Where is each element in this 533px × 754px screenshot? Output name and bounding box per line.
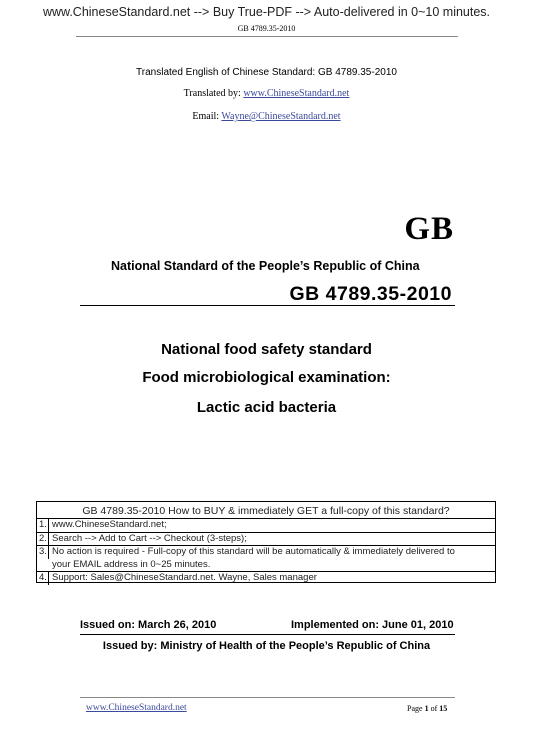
step-number: 3. <box>37 546 49 559</box>
implemented-on-date: Implemented on: June 01, 2010 <box>291 619 454 631</box>
translator-website-link[interactable]: www.ChineseStandard.net <box>243 88 350 99</box>
step-number: 1. <box>37 519 49 532</box>
gb-logo: GB <box>404 211 454 247</box>
step-text: www.ChineseStandard.net; <box>52 519 167 530</box>
page-number <box>407 704 447 713</box>
page-current: 1 <box>424 704 429 713</box>
standard-number: GB 4789.35-2010 <box>289 283 452 305</box>
national-standard-label: National Standard of the People’s Republic of China <box>111 259 420 273</box>
issued-by: Issued by: Ministry of Health of the People’s Republic of China <box>102 640 431 652</box>
step-text: Support: Sales@ChineseStandard.net. Wayne, Sales manager <box>52 572 317 583</box>
purchase-info-box <box>36 501 496 583</box>
email-label: Email: <box>192 111 222 122</box>
email-link[interactable]: Wayne@ChineseStandard.net <box>221 111 341 122</box>
step-text-line: No action is required - Full-copy of this standard will be automatically & immediately delivered to <box>52 546 455 557</box>
title-divider <box>80 305 455 306</box>
purchase-step <box>37 572 495 585</box>
step-text-line: your EMAIL address in 0~25 minutes. <box>52 558 211 570</box>
document-title-line1: National food safety standard <box>161 341 372 358</box>
purchase-step <box>37 533 495 546</box>
footer-divider <box>80 697 455 698</box>
document-title-line3: Lactic acid bacteria <box>196 399 337 416</box>
promo-banner: www.ChineseStandard.net --> Buy True-PDF --> Auto-delivered in 0~10 minutes. <box>42 5 491 19</box>
issued-on-date: Issued on: March 26, 2010 <box>80 619 217 631</box>
purchase-step <box>37 546 495 571</box>
header-divider <box>76 36 458 37</box>
footer-website-link[interactable]: www.ChineseStandard.net <box>86 703 187 713</box>
header-standard-code: GB 4789.35-2010 <box>237 24 296 33</box>
purchase-step <box>37 519 495 532</box>
purchase-heading: GB 4789.35-2010 How to BUY & immediately GET a full-copy of this standard? <box>82 505 450 517</box>
step-text <box>49 546 455 571</box>
step-text: Search --> Add to Cart --> Checkout (3-steps); <box>52 532 247 544</box>
page-total: 15 <box>439 704 448 713</box>
translated-by-line <box>0 88 533 99</box>
step-number: 4. <box>37 572 49 585</box>
email-line <box>0 111 533 122</box>
dates-divider <box>80 634 455 635</box>
purchase-steps-list <box>37 518 495 585</box>
step-number: 2. <box>37 533 49 546</box>
translation-title: Translated English of Chinese Standard: GB 4789.35-2010 <box>136 67 397 78</box>
page-of: of <box>428 704 440 713</box>
translated-by-label: Translated by: <box>183 88 244 99</box>
document-title-line2: Food microbiological examination: <box>142 369 391 386</box>
page-label: Page <box>407 704 425 713</box>
